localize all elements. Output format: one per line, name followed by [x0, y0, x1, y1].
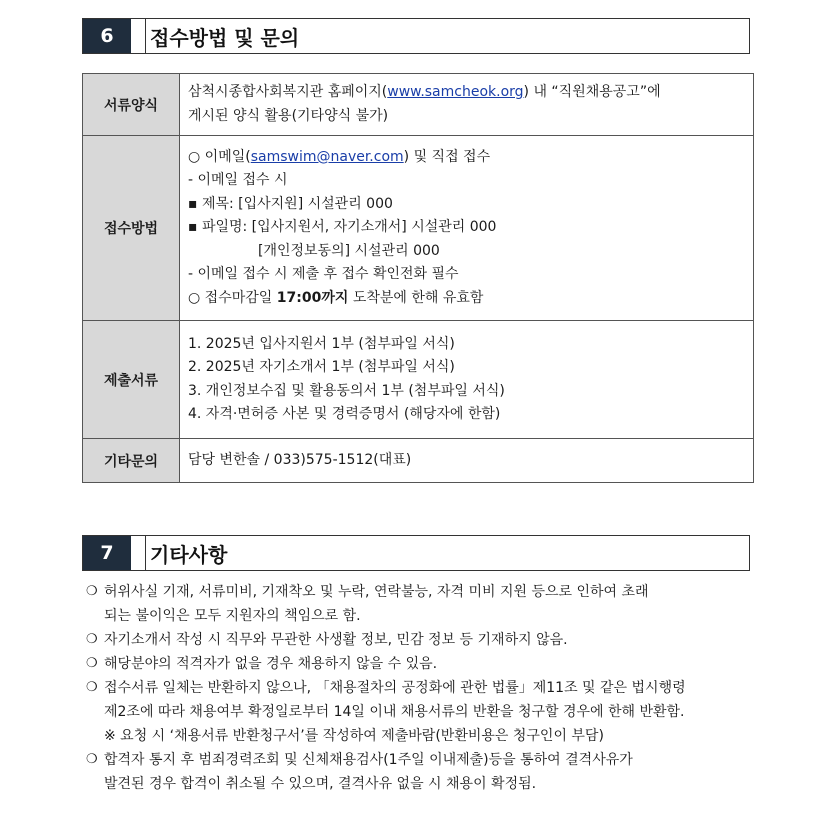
- application-info-table: [82, 73, 754, 483]
- method-line-3: ▪ 제목: [입사지원] 시설관리 000: [188, 195, 393, 212]
- form-line-1-post: ) 내 “직원채용공고”에: [523, 84, 661, 100]
- note-2: 자기소개서 작성 시 직무와 무관한 사생활 정보, 민감 정보 등 기재하지 않음.: [104, 632, 568, 648]
- section-7-number: 7: [83, 536, 131, 570]
- list-item: [86, 580, 758, 628]
- circle-bullet-icon: ❍: [86, 632, 98, 647]
- docs-line-1: 1. 2025년 입사지원서 1부 (첨부파일 서식): [188, 335, 455, 352]
- form-line-2: 게시된 양식 활용(기타양식 불가): [188, 107, 389, 124]
- note-1-line-1: 허위사실 기재, 서류미비, 기재착오 및 누락, 연락불능, 자격 미비 지원 등으로 인하여 초래: [104, 584, 649, 600]
- method-line-2: - 이메일 접수 시: [188, 172, 288, 189]
- row-label-docs: 제출서류: [83, 321, 180, 439]
- method-line-7: [188, 287, 745, 311]
- row-content-form: [180, 74, 754, 136]
- table-row-method: [83, 136, 754, 321]
- circle-bullet-icon: ❍: [86, 584, 98, 599]
- row-content-docs: [180, 321, 754, 439]
- list-item: [86, 652, 758, 676]
- notes-list: [86, 580, 758, 796]
- row-label-contact: 기타문의: [83, 439, 180, 483]
- section-6-header: [82, 18, 750, 54]
- circle-bullet-icon: ❍: [86, 656, 98, 671]
- note-4-line-1: 접수서류 일체는 반환하지 않으나, 「채용절차의 공정화에 관한 법률」제11조 및 같은 법시행령: [104, 680, 686, 696]
- method-line-6: - 이메일 접수 시 제출 후 접수 확인전화 필수: [188, 266, 459, 283]
- section-6-divider: [131, 19, 146, 53]
- note-5-line-1: 합격자 통지 후 범죄경력조회 및 신체채용검사(1주일 이내제출)등을 통하여 결격사유가: [104, 752, 633, 768]
- section-7-title: 기타사항: [150, 542, 228, 567]
- note-4-line-2: 제2조에 따라 채용여부 확정일로부터 14일 이내 채용서류의 반환을 청구할 경우에 한해 반환함.: [104, 704, 685, 720]
- note-4-remark: ※ 요청 시 ‘채용서류 반환청구서’를 작성하여 제출바람(반환비용은 청구인이 부담): [104, 728, 604, 744]
- row-label-form: 서류양식: [83, 74, 180, 136]
- method-line-5: [개인정보동의] 시설관리 000: [258, 242, 440, 259]
- list-item: [86, 676, 758, 748]
- form-line-1: [188, 81, 745, 105]
- method-line-1: [188, 146, 745, 170]
- section-7-divider: [131, 536, 146, 570]
- docs-line-4: 4. 자격·면허증 사본 및 경력증명서 (해당자에 한함): [188, 406, 501, 422]
- method-line-7-post: 도착분에 한해 유효함: [348, 289, 484, 306]
- method-line-1-pre: ○ 이메일(: [188, 148, 251, 165]
- form-line-1-pre: 삼척시종합사회복지관 홈페이지(: [188, 84, 388, 100]
- section-6-title: 접수방법 및 문의: [150, 25, 300, 50]
- section-7-header: [82, 535, 750, 571]
- list-item: [86, 748, 758, 796]
- table-row-contact: [83, 439, 754, 483]
- method-line-1-post: ) 및 직접 접수: [403, 148, 491, 165]
- circle-bullet-icon: ❍: [86, 680, 98, 695]
- section-6-number: 6: [83, 19, 131, 53]
- list-item: [86, 628, 758, 652]
- docs-line-3: 3. 개인정보수집 및 활용동의서 1부 (첨부파일 서식): [188, 382, 505, 399]
- note-3: 해당분야의 적격자가 없을 경우 채용하지 않을 수 있음.: [104, 656, 438, 672]
- note-1-line-2: 되는 불이익은 모두 지원자의 책임으로 함.: [104, 608, 361, 624]
- table-row-docs: [83, 321, 754, 439]
- method-line-7-pre: ○ 접수마감일: [188, 289, 277, 306]
- method-line-4: ▪ 파일명: [입사지원서, 자기소개서] 시설관리 000: [188, 219, 497, 236]
- row-label-method: 접수방법: [83, 136, 180, 321]
- docs-line-2: 2. 2025년 자기소개서 1부 (첨부파일 서식): [188, 359, 455, 375]
- table-row-form: [83, 74, 754, 136]
- email-link[interactable]: samswim@naver.com: [250, 148, 404, 165]
- homepage-link[interactable]: www.samcheok.org: [387, 84, 524, 100]
- note-5-line-2: 발견된 경우 합격이 취소될 수 있으며, 결격사유 없을 시 채용이 확정됨.: [104, 776, 537, 792]
- deadline-time: 17:00까지: [276, 289, 349, 306]
- circle-bullet-icon: ❍: [86, 752, 98, 767]
- row-content-method: [180, 136, 754, 321]
- row-content-contact: 담당 변한솔 / 033)575-1512(대표): [180, 439, 754, 483]
